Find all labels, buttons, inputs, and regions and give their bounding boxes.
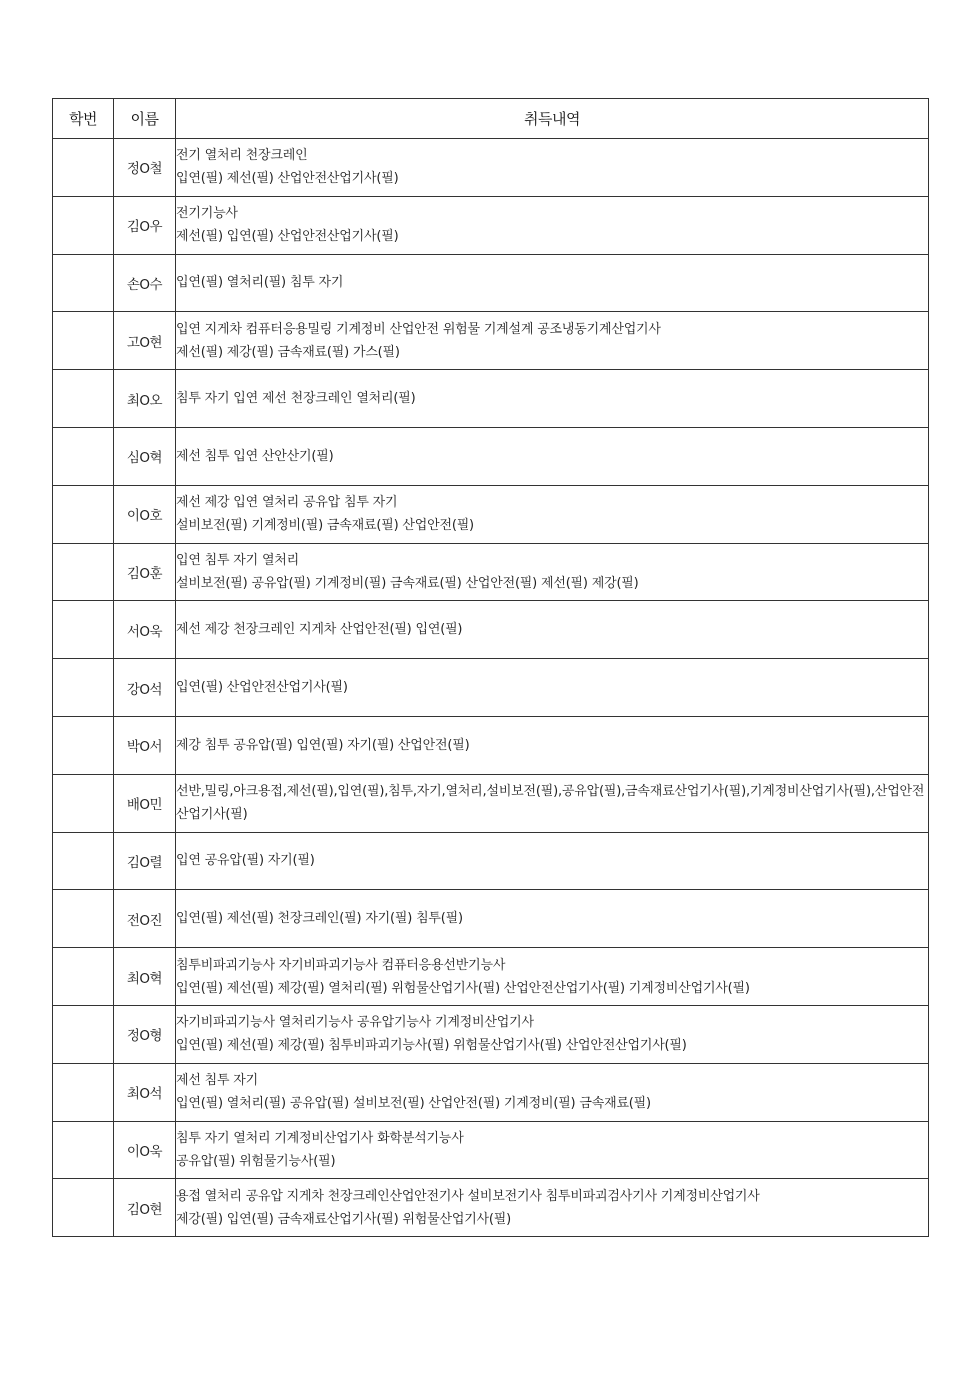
student-id-cell	[53, 890, 114, 948]
acquisition-details-cell	[176, 832, 929, 890]
student-name-cell: 강O석	[114, 659, 176, 717]
acquisition-details-cell	[176, 139, 929, 197]
student-id-cell	[53, 543, 114, 601]
detail-line: 설비보전(필) 기계정비(필) 금속재료(필) 산업안전(필)	[176, 518, 474, 534]
acquisition-details-cell	[176, 312, 929, 370]
detail-line: 침투 자기 입연 제선 천장크레인 열처리(필)	[176, 391, 416, 407]
table-row	[53, 890, 929, 948]
student-id-cell	[53, 774, 114, 832]
certification-table	[52, 98, 929, 1237]
acquisition-details-cell	[176, 774, 929, 832]
student-name-cell: 고O현	[114, 312, 176, 370]
student-id-cell	[53, 196, 114, 254]
acquisition-details-cell	[176, 1121, 929, 1179]
student-name-cell: 배O민	[114, 774, 176, 832]
acquisition-details-cell	[176, 659, 929, 717]
table-row	[53, 139, 929, 197]
detail-line: 입연 공유압(필) 자기(필)	[176, 853, 315, 869]
detail-line: 선반,밀링,아크용접,제선(필),입연(필),침투,자기,열처리,설비보전(필),공유압(필),금속재료산업기사(필),기계정비산업기사(필),산업안전산업기사(필)	[176, 784, 925, 823]
table-row	[53, 1063, 929, 1121]
detail-line: 입연 침투 자기 열처리	[176, 552, 300, 568]
detail-line: 입연 지게차 컴퓨터응용밀링 기계정비 산업안전 위험물 기계설계 공조냉동기계산업기사	[176, 321, 661, 337]
acquisition-details-cell	[176, 196, 929, 254]
student-id-cell	[53, 254, 114, 312]
detail-line: 입연(필) 열처리(필) 침투 자기	[176, 275, 344, 291]
header-student-id: 학번	[53, 99, 114, 139]
student-id-cell	[53, 1005, 114, 1063]
student-name-cell: 심O혁	[114, 427, 176, 485]
student-name-cell: 김O우	[114, 196, 176, 254]
table-row	[53, 370, 929, 428]
table-row	[53, 1005, 929, 1063]
detail-line: 제선 침투 자기	[176, 1073, 259, 1089]
detail-line: 침투 자기 열처리 기계정비산업기사 화학분석기능사	[176, 1130, 464, 1146]
student-name-cell: 서O욱	[114, 601, 176, 659]
table-row	[53, 485, 929, 543]
table-row	[53, 312, 929, 370]
detail-line: 입연(필) 열처리(필) 공유압(필) 설비보전(필) 산업안전(필) 기계정비(필) 금속재료(필)	[176, 1096, 651, 1112]
acquisition-details-cell	[176, 601, 929, 659]
detail-line: 입연(필) 산업안전산업기사(필)	[176, 680, 348, 696]
acquisition-details-cell	[176, 254, 929, 312]
acquisition-details-cell	[176, 1063, 929, 1121]
detail-line: 제선 침투 입연 산안산기(필)	[176, 448, 334, 464]
table-row	[53, 716, 929, 774]
student-id-cell	[53, 716, 114, 774]
acquisition-details-cell	[176, 543, 929, 601]
header-row	[53, 99, 929, 139]
student-name-cell: 정O철	[114, 139, 176, 197]
table-row	[53, 1179, 929, 1237]
student-id-cell	[53, 427, 114, 485]
student-name-cell: 이O욱	[114, 1121, 176, 1179]
table-row	[53, 601, 929, 659]
detail-line: 침투비파괴기능사 자기비파괴기능사 컴퓨터응용선반기능사	[176, 957, 506, 973]
student-name-cell: 박O서	[114, 716, 176, 774]
table-row	[53, 774, 929, 832]
student-id-cell	[53, 485, 114, 543]
acquisition-details-cell	[176, 716, 929, 774]
table-row	[53, 427, 929, 485]
student-id-cell	[53, 948, 114, 1006]
detail-line: 입연(필) 제선(필) 산업안전산업기사(필)	[176, 171, 399, 187]
student-id-cell	[53, 832, 114, 890]
acquisition-details-cell	[176, 370, 929, 428]
table-row	[53, 543, 929, 601]
table-row	[53, 948, 929, 1006]
detail-line: 자기비파괴기능사 열처리기능사 공유압기능사 기계정비산업기사	[176, 1015, 534, 1031]
table-row	[53, 832, 929, 890]
detail-line: 입연(필) 제선(필) 제강(필) 열처리(필) 위험물산업기사(필) 산업안전산업기사(필) 기계정비산업기사(필)	[176, 980, 750, 996]
student-id-cell	[53, 139, 114, 197]
student-name-cell: 최O혁	[114, 948, 176, 1006]
acquisition-details-cell	[176, 948, 929, 1006]
acquisition-details-cell	[176, 1005, 929, 1063]
student-id-cell	[53, 1179, 114, 1237]
student-name-cell: 이O호	[114, 485, 176, 543]
student-id-cell	[53, 601, 114, 659]
detail-line: 전기기능사	[176, 206, 238, 222]
student-name-cell: 김O현	[114, 1179, 176, 1237]
detail-line: 제선 제강 천장크레인 지게차 산업안전(필) 입연(필)	[176, 622, 463, 638]
table-row	[53, 659, 929, 717]
detail-line: 전기 열처리 천장크레인	[176, 148, 308, 164]
detail-line: 제선 제강 입연 열처리 공유압 침투 자기	[176, 495, 398, 511]
acquisition-details-cell	[176, 427, 929, 485]
acquisition-details-cell	[176, 485, 929, 543]
header-name: 이름	[114, 99, 176, 139]
student-name-cell: 정O형	[114, 1005, 176, 1063]
student-name-cell: 김O렬	[114, 832, 176, 890]
student-name-cell: 최O오	[114, 370, 176, 428]
detail-line: 제강(필) 입연(필) 금속재료산업기사(필) 위험물산업기사(필)	[176, 1211, 512, 1227]
student-id-cell	[53, 1121, 114, 1179]
detail-line: 입연(필) 제선(필) 제강(필) 침투비파괴기능사(필) 위험물산업기사(필) 산업안전산업기사(필)	[176, 1038, 687, 1054]
student-name-cell: 손O수	[114, 254, 176, 312]
detail-line: 제선(필) 제강(필) 금속재료(필) 가스(필)	[176, 344, 400, 360]
header-acquisition-details: 취득내역	[176, 99, 929, 139]
detail-line: 제강 침투 공유압(필) 입연(필) 자기(필) 산업안전(필)	[176, 737, 470, 753]
detail-line: 공유압(필) 위험물기능사(필)	[176, 1153, 336, 1169]
detail-line: 입연(필) 제선(필) 천장크레인(필) 자기(필) 침투(필)	[176, 911, 463, 927]
table-row	[53, 1121, 929, 1179]
student-id-cell	[53, 370, 114, 428]
acquisition-details-cell	[176, 890, 929, 948]
student-name-cell: 전O진	[114, 890, 176, 948]
acquisition-details-cell	[176, 1179, 929, 1237]
student-id-cell	[53, 1063, 114, 1121]
detail-line: 제선(필) 입연(필) 산업안전산업기사(필)	[176, 229, 399, 245]
student-id-cell	[53, 659, 114, 717]
student-name-cell: 김O훈	[114, 543, 176, 601]
detail-line: 용접 열처리 공유압 지게차 천장크레인산업안전기사 설비보전기사 침투비파괴검사기사 기계정비산업기사	[176, 1188, 760, 1204]
table-row	[53, 196, 929, 254]
student-name-cell: 최O석	[114, 1063, 176, 1121]
detail-line: 설비보전(필) 공유압(필) 기계정비(필) 금속재료(필) 산업안전(필) 제선(필) 제강(필)	[176, 575, 639, 591]
student-id-cell	[53, 312, 114, 370]
table-row	[53, 254, 929, 312]
